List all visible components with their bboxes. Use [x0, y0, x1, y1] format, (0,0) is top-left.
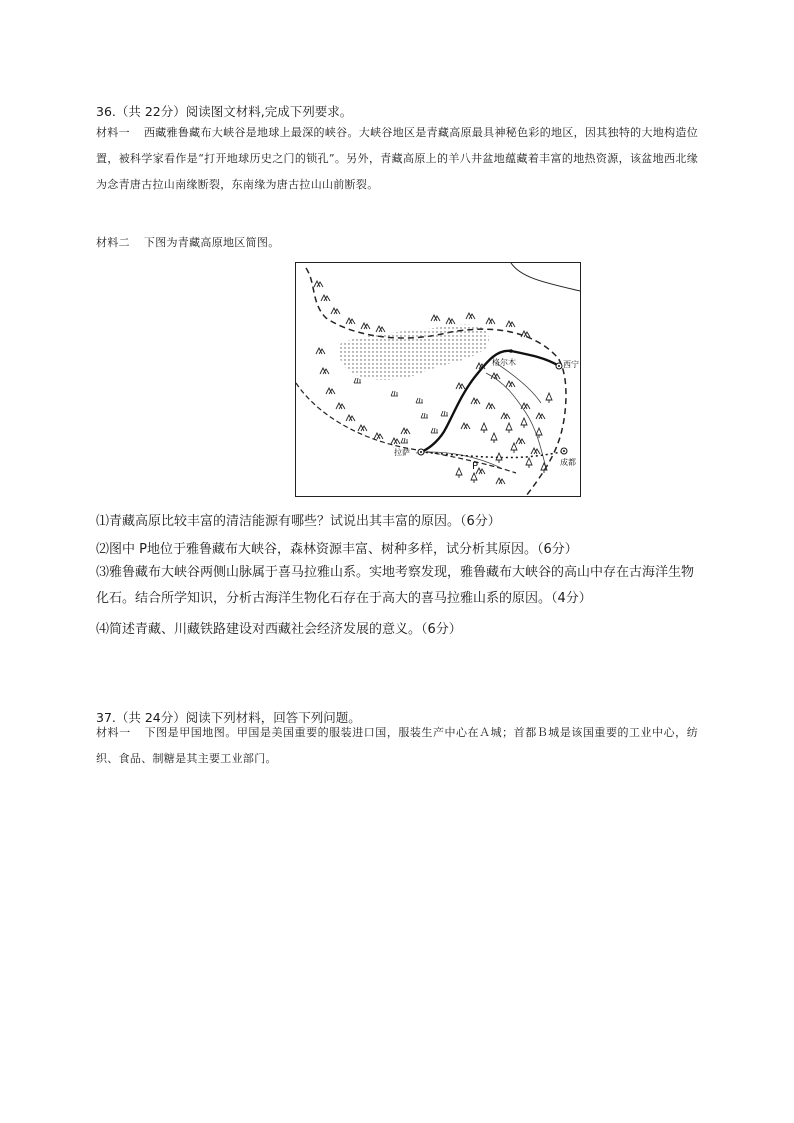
- city-chengdu: [561, 448, 567, 454]
- label-golmud: 格尔木: [492, 358, 516, 367]
- q37-material-1: [96, 720, 698, 772]
- qinghai-tibet-map: [295, 262, 581, 497]
- city-xining: [556, 363, 562, 369]
- material-2-label: 材料二: [96, 236, 130, 249]
- material-1-text: 西藏雅鲁藏布大峡谷是地球上最深的峡谷。大峡谷地区是青藏高原最具神秘色彩的地区，因其独特的大地构造位置，被科学家看作是“打开地球历史之门的锁孔”。另外，青藏高原上的羊八井盆地蕴藏着丰富的地热资源，该盆地西北缘为念青唐古拉山南缘断裂，东南缘为唐古拉山山前断裂。: [96, 126, 699, 191]
- q36-sub-question-4: ⑷简述青藏、川藏铁路建设对西藏社会经济发展的意义。（6分）: [96, 622, 462, 637]
- q37-material-1-text: 下图是甲国地图。甲国是美国重要的服装进口国，服装生产中心在Ａ城；首都Ｂ城是该国重要的工业中心，纺织、食品、制糖是其主要工业部门。: [96, 726, 698, 765]
- q36-material-2: [96, 234, 280, 250]
- q36-sub-question-2: ⑵图中 P地位于雅鲁藏布大峡谷，森林资源丰富、树种多样，试分析其原因。（6分）: [96, 542, 578, 557]
- q36-sub-question-1: ⑴青藏高原比较丰富的清洁能源有哪些？试说出其丰富的原因。（6分）: [96, 514, 501, 529]
- material-1-label: 材料一: [96, 126, 130, 139]
- city-lhasa: [418, 449, 424, 455]
- q36-material-1: [96, 120, 698, 198]
- question-36-title: 36.（共 22分）阅读图文材料,完成下列要求。: [96, 104, 353, 119]
- q37-material-1-label: 材料一: [96, 726, 131, 739]
- label-lhasa: 拉萨: [394, 448, 410, 457]
- label-xining: 西宁: [563, 360, 579, 369]
- qinghai-tibet-railway: [421, 351, 559, 452]
- label-chengdu: 成都: [560, 458, 576, 467]
- material-2-text: 下图为青藏高原地区简图。: [143, 236, 280, 249]
- question-37-title: 37.（共 24分）阅读下列材料，回答下列问题。: [96, 710, 361, 725]
- q36-sub-question-3: ⑶雅鲁藏布大峡谷两侧山脉属于喜马拉雅山系。实地考察发现，雅鲁藏布大峡谷的高山中存在古海洋生物化石。结合所学知识，分析古海洋生物化石存在于高大的喜马拉雅山系的原因。（4分）: [96, 565, 695, 606]
- label-p: P: [472, 461, 479, 472]
